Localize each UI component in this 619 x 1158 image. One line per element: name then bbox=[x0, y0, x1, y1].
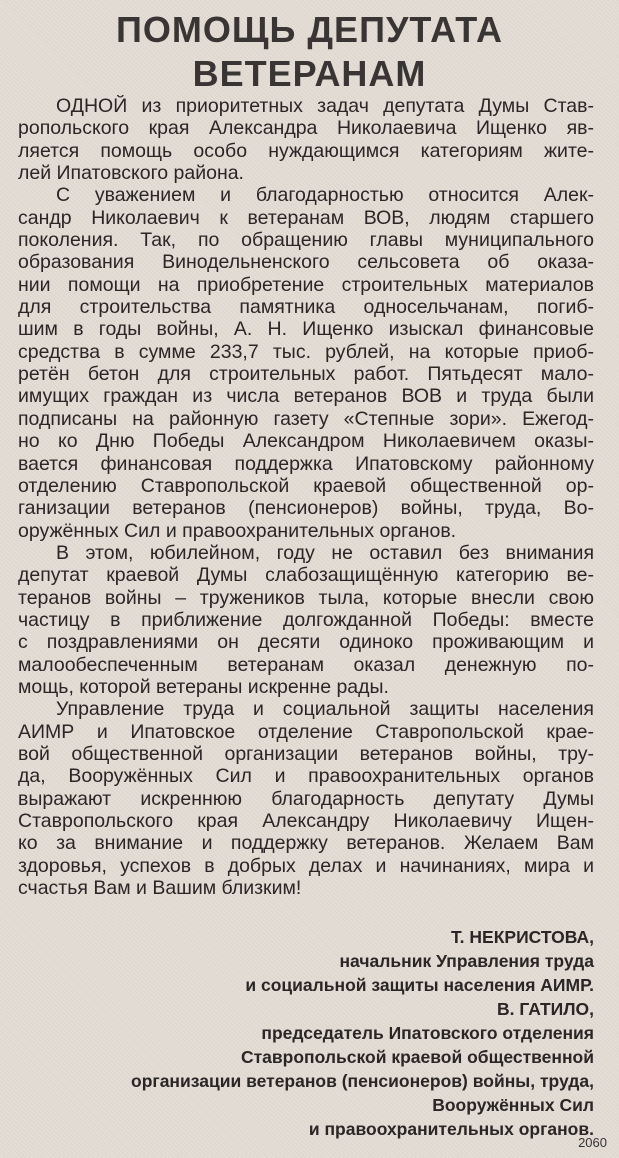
article-title bbox=[0, 8, 619, 96]
text-line: лей Ипатовского района. bbox=[18, 162, 244, 185]
signature-line: Ставропольской краевой общественной bbox=[240, 1047, 594, 1067]
text-line: здоровья, успехов в добрых делах и начинаниях, мира и bbox=[18, 854, 594, 877]
text-line: да, Вооружённых Сил и правоохранительных органов bbox=[18, 765, 594, 788]
text-line: С уважением и благодарностью относится Алек- bbox=[56, 184, 594, 207]
text-line: ропольского края Александра Николаевича Ищенко яв- bbox=[18, 117, 594, 140]
text-line: частицу в приближение долгожданной Победы: вместе bbox=[18, 608, 594, 631]
signature-line: начальник Управления труда bbox=[339, 951, 594, 971]
text-line: выражают искреннюю благодарность депутату Думы bbox=[18, 787, 594, 810]
text-line: Ставропольского края Александру Николаевичу Ищен- bbox=[18, 810, 594, 832]
text-line: Управление труда и социальной защиты населения bbox=[56, 698, 594, 721]
text-line: для строительства памятника односельчанам, погиб- bbox=[18, 296, 594, 319]
text-line: оружённых Сил и правоохранительных органов. bbox=[18, 519, 457, 542]
signature-line: организации ветеранов (пенсионеров) войны, труда, bbox=[131, 1071, 594, 1091]
text-line: ретён бетон для строительных работ. Пятьдесят мало- bbox=[18, 363, 594, 386]
paragraph bbox=[18, 698, 594, 899]
signature-line: В. ГАТИЛО, bbox=[497, 999, 594, 1019]
signature-line: и социальной защиты населения АИМР. bbox=[245, 975, 594, 995]
signature-block bbox=[131, 925, 594, 1141]
text-line: отделению Ставропольской краевой общественной ор- bbox=[18, 474, 594, 497]
paragraph bbox=[18, 184, 594, 542]
text-line: образования Винодельненского сельсовета об оказа- bbox=[18, 251, 594, 274]
text-line: мощь, которой ветераны искренне рады. bbox=[18, 675, 389, 698]
text-line: имущих граждан из числа ветеранов ВОВ и труда были bbox=[18, 385, 594, 408]
text-line: ляется помощь особо нуждающимся категориям жите- bbox=[18, 139, 594, 162]
title-line: ВЕТЕРАНАМ bbox=[192, 53, 427, 94]
signature-line: Вооружённых Сил bbox=[432, 1095, 594, 1115]
signature-line: председатель Ипатовского отделения bbox=[261, 1023, 594, 1043]
text-line: АИМР и Ипатовское отделение Ставропольской крае- bbox=[18, 720, 594, 743]
text-line: подписаны на районную газету «Степные зори». Ежегод- bbox=[18, 407, 594, 430]
signature-line: и правоохранительных органов. bbox=[308, 1119, 594, 1139]
text-line: ганизации ветеранов (пенсионеров) войны, труда, Во- bbox=[18, 497, 594, 520]
text-line: шим в годы войны, А. Н. Ищенко изыскал финансовые bbox=[18, 318, 594, 341]
text-line: с поздравлениями он десяти одиноко проживающим и bbox=[18, 631, 594, 654]
article-body bbox=[18, 95, 594, 899]
text-line: средства в сумме 233,7 тыс. рублей, на которые приоб- bbox=[18, 340, 594, 363]
signature-line: Т. НЕКРИСТОВА, bbox=[450, 927, 594, 947]
text-line: поколения. Так, по обращению главы муниципального bbox=[18, 229, 594, 252]
paragraph bbox=[18, 95, 594, 184]
title-line: ПОМОЩЬ ДЕПУТАТА bbox=[115, 9, 503, 50]
text-line: малообеспеченным ветеранам оказал денежную по- bbox=[18, 653, 594, 676]
text-line: В этом, юбилейном, году не оставил без внимания bbox=[56, 541, 594, 564]
text-line: депутат краевой Думы слабозащищённую категорию ве- bbox=[18, 564, 594, 587]
text-line: теранов войны – тружеников тыла, которые внесли свою bbox=[18, 586, 594, 609]
text-line: ОДНОЙ из приоритетных задач депутата Думы Став- bbox=[56, 95, 594, 117]
text-line: счастья Вам и Вашим близким! bbox=[18, 877, 302, 900]
text-line: но ко Дню Победы Александром Николаевичем оказы- bbox=[18, 430, 594, 453]
text-line: нии помощи на приобретение строительных материалов bbox=[18, 273, 594, 296]
text-line: ко за внимание и поддержку ветеранов. Желаем Вам bbox=[18, 832, 594, 855]
paragraph bbox=[18, 542, 594, 698]
text-line: вается финансовая поддержка Ипатовскому районному bbox=[18, 452, 594, 475]
text-line: вой общественной организации ветеранов войны, тру- bbox=[18, 742, 594, 765]
article-code: 2060 bbox=[578, 1135, 607, 1150]
text-line: сандр Николаевич к ветеранам ВОВ, людям старшего bbox=[18, 206, 594, 229]
